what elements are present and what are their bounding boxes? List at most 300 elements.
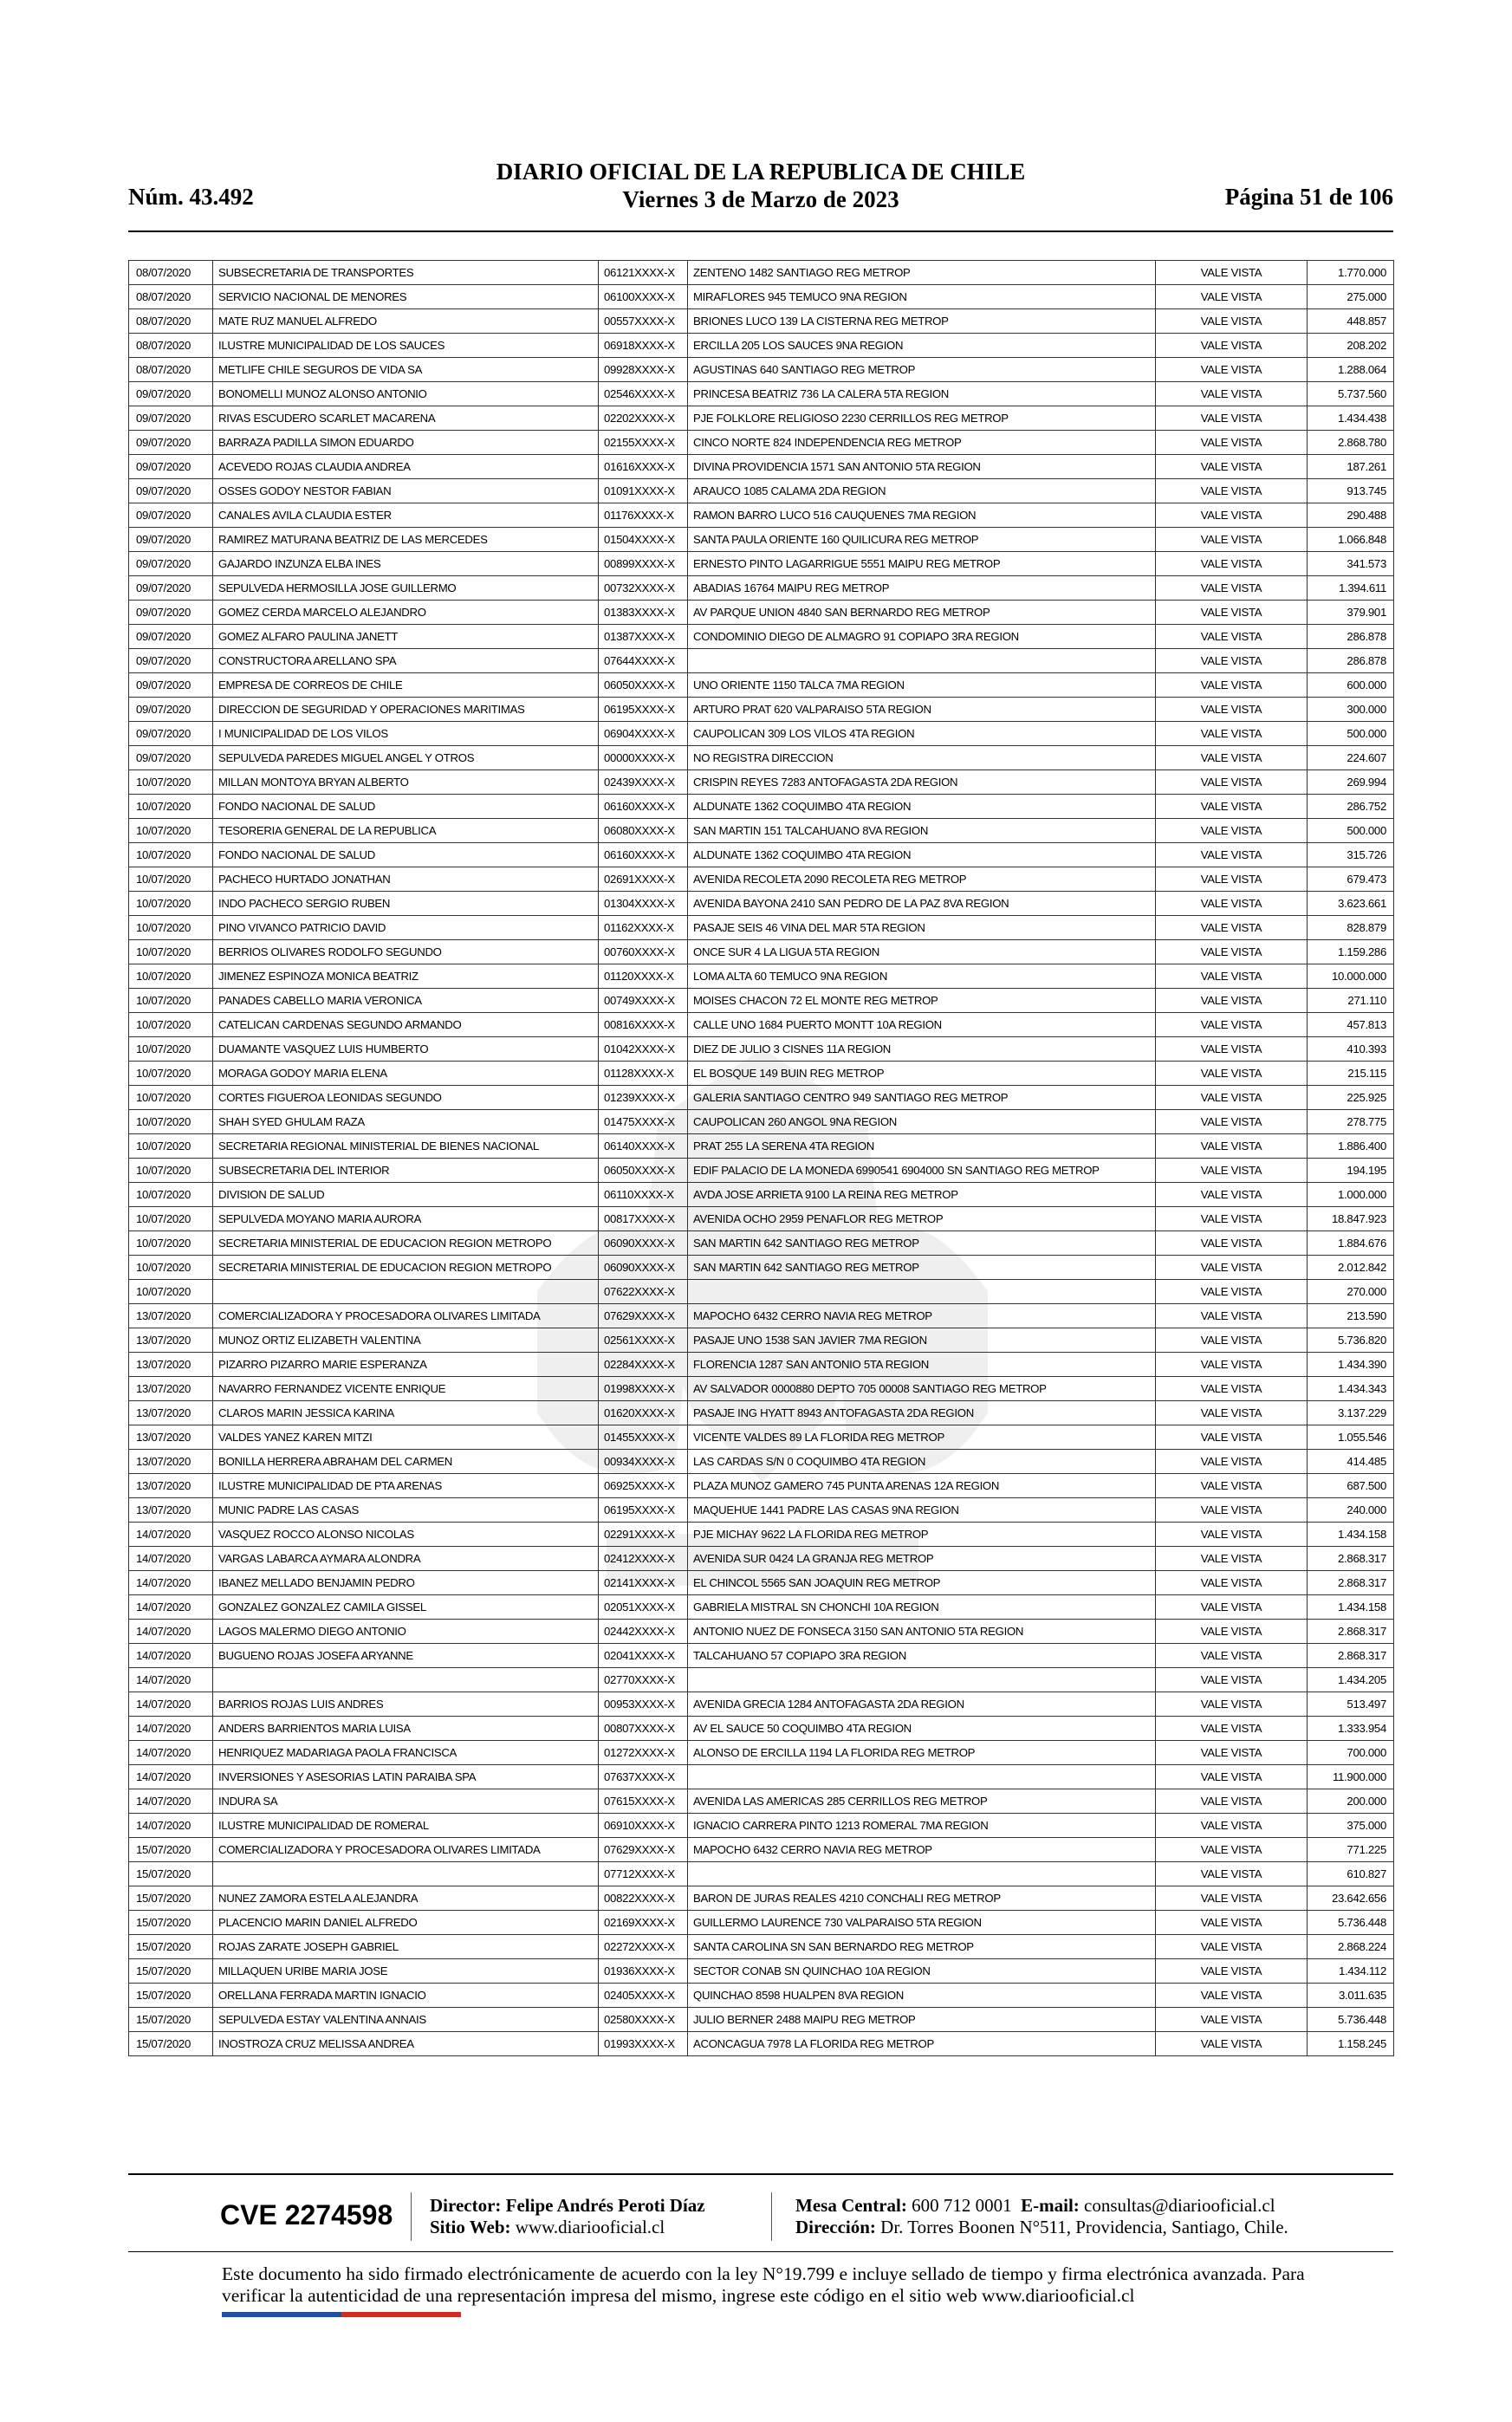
cell-date: 14/07/2020 xyxy=(129,1765,213,1789)
cell-payment-method: VALE VISTA xyxy=(1156,1353,1308,1377)
cell-address: ABADIAS 16764 MAIPU REG METROP xyxy=(688,576,1156,601)
cell-rut: 06910XXXX-X xyxy=(599,1814,688,1838)
cell-name: MILLAN MONTOYA BRYAN ALBERTO xyxy=(213,770,599,795)
table-row xyxy=(129,1425,1394,1450)
email-link[interactable]: consultas@diariooficial.cl xyxy=(1084,2195,1275,2216)
cell-amount: 1.159.286 xyxy=(1308,940,1394,964)
cell-rut: 02546XXXX-X xyxy=(599,382,688,406)
cell-address: GALERIA SANTIAGO CENTRO 949 SANTIAGO REG METROP xyxy=(688,1086,1156,1110)
cell-payment-method: VALE VISTA xyxy=(1156,673,1308,698)
cell-amount: 1.288.064 xyxy=(1308,358,1394,382)
cell-name: SECRETARIA REGIONAL MINISTERIAL DE BIENES NACIONAL xyxy=(213,1134,599,1159)
cell-date: 13/07/2020 xyxy=(129,1498,213,1523)
cell-address: DIEZ DE JULIO 3 CISNES 11A REGION xyxy=(688,1037,1156,1062)
table-row xyxy=(129,1717,1394,1741)
cell-address: ALDUNATE 1362 COQUIMBO 4TA REGION xyxy=(688,843,1156,867)
cell-rut: 00807XXXX-X xyxy=(599,1717,688,1741)
footer-rule-top xyxy=(128,2173,1393,2175)
table-row xyxy=(129,1256,1394,1280)
cell-name xyxy=(213,1280,599,1304)
cell-payment-method: VALE VISTA xyxy=(1156,334,1308,358)
cell-address xyxy=(688,1862,1156,1886)
cell-address: MAQUEHUE 1441 PADRE LAS CASAS 9NA REGION xyxy=(688,1498,1156,1523)
cell-payment-method: VALE VISTA xyxy=(1156,1498,1308,1523)
cell-name: GOMEZ CERDA MARCELO ALEJANDRO xyxy=(213,601,599,625)
masthead-date: Viernes 3 de Marzo de 2023 xyxy=(622,186,899,212)
footer-separator xyxy=(411,2192,412,2241)
cell-name: RAMIREZ MATURANA BEATRIZ DE LAS MERCEDES xyxy=(213,528,599,552)
cell-rut: 02291XXXX-X xyxy=(599,1523,688,1547)
cell-amount: 286.878 xyxy=(1308,649,1394,673)
cell-name: INDO PACHECO SERGIO RUBEN xyxy=(213,892,599,916)
cell-name: SECRETARIA MINISTERIAL DE EDUCACION REGION METROPO xyxy=(213,1256,599,1280)
cell-amount: 1.886.400 xyxy=(1308,1134,1394,1159)
table-row xyxy=(129,649,1394,673)
cell-address: PRAT 255 LA SERENA 4TA REGION xyxy=(688,1134,1156,1159)
cell-payment-method: VALE VISTA xyxy=(1156,1474,1308,1498)
table-row xyxy=(129,1523,1394,1547)
cell-amount: 457.813 xyxy=(1308,1013,1394,1037)
table-row xyxy=(129,1498,1394,1523)
cell-rut: 00899XXXX-X xyxy=(599,552,688,576)
cell-date: 10/07/2020 xyxy=(129,795,213,819)
cell-date: 14/07/2020 xyxy=(129,1620,213,1644)
table-row xyxy=(129,406,1394,431)
cell-payment-method: VALE VISTA xyxy=(1156,1304,1308,1328)
cell-payment-method: VALE VISTA xyxy=(1156,601,1308,625)
cell-amount: 286.878 xyxy=(1308,625,1394,649)
cell-address: DIVINA PROVIDENCIA 1571 SAN ANTONIO 5TA REGION xyxy=(688,455,1156,479)
chile-flag-stripe xyxy=(222,2312,461,2317)
cell-amount: 3.623.661 xyxy=(1308,892,1394,916)
cell-address: AV EL SAUCE 50 COQUIMBO 4TA REGION xyxy=(688,1717,1156,1741)
cell-rut: 01936XXXX-X xyxy=(599,1959,688,1984)
cell-date: 10/07/2020 xyxy=(129,819,213,843)
cell-name: INOSTROZA CRUZ MELISSA ANDREA xyxy=(213,2032,599,2056)
mesa-value: 600 712 0001 xyxy=(912,2195,1012,2216)
cell-rut: 02041XXXX-X xyxy=(599,1644,688,1668)
cell-rut: 02412XXXX-X xyxy=(599,1547,688,1571)
cell-name: BONILLA HERRERA ABRAHAM DEL CARMEN xyxy=(213,1450,599,1474)
cell-payment-method: VALE VISTA xyxy=(1156,1013,1308,1037)
cell-amount: 771.225 xyxy=(1308,1838,1394,1862)
cell-name: BUGUENO ROJAS JOSEFA ARYANNE xyxy=(213,1644,599,1668)
cell-amount: 1.434.438 xyxy=(1308,406,1394,431)
table-row xyxy=(129,528,1394,552)
director-name: Felipe Andrés Peroti Díaz xyxy=(505,2195,705,2216)
cell-address: PJE MICHAY 9622 LA FLORIDA REG METROP xyxy=(688,1523,1156,1547)
cell-name: BARRAZA PADILLA SIMON EDUARDO xyxy=(213,431,599,455)
cell-payment-method: VALE VISTA xyxy=(1156,1814,1308,1838)
cell-date: 10/07/2020 xyxy=(129,1256,213,1280)
footer-separator-2 xyxy=(771,2192,772,2241)
cell-amount: 2.868.317 xyxy=(1308,1644,1394,1668)
cell-payment-method: VALE VISTA xyxy=(1156,1547,1308,1571)
cell-payment-method: VALE VISTA xyxy=(1156,1886,1308,1911)
cell-address: SANTA CAROLINA SN SAN BERNARDO REG METROP xyxy=(688,1935,1156,1959)
header-rule xyxy=(128,231,1393,232)
cell-name: MATE RUZ MANUEL ALFREDO xyxy=(213,309,599,334)
cell-rut: 02405XXXX-X xyxy=(599,1984,688,2008)
cell-amount: 23.642.656 xyxy=(1308,1886,1394,1911)
cell-name: IBANEZ MELLADO BENJAMIN PEDRO xyxy=(213,1571,599,1595)
cell-address: SAN MARTIN 151 TALCAHUANO 8VA REGION xyxy=(688,819,1156,843)
cell-name: MUNIC PADRE LAS CASAS xyxy=(213,1498,599,1523)
cell-payment-method: VALE VISTA xyxy=(1156,1838,1308,1862)
cell-name: FONDO NACIONAL DE SALUD xyxy=(213,843,599,867)
cell-name: OSSES GODOY NESTOR FABIAN xyxy=(213,479,599,503)
cell-amount: 224.607 xyxy=(1308,746,1394,770)
cell-date: 13/07/2020 xyxy=(129,1474,213,1498)
cell-address: MOISES CHACON 72 EL MONTE REG METROP xyxy=(688,989,1156,1013)
cell-date: 09/07/2020 xyxy=(129,503,213,528)
cell-address: TALCAHUANO 57 COPIAPO 3RA REGION xyxy=(688,1644,1156,1668)
cell-date: 14/07/2020 xyxy=(129,1644,213,1668)
cell-name: CANALES AVILA CLAUDIA ESTER xyxy=(213,503,599,528)
mesa-label: Mesa Central: xyxy=(795,2195,907,2216)
cell-amount: 1.770.000 xyxy=(1308,261,1394,285)
cell-name: ILUSTRE MUNICIPALIDAD DE LOS SAUCES xyxy=(213,334,599,358)
cell-date: 10/07/2020 xyxy=(129,1110,213,1134)
cell-amount: 1.434.158 xyxy=(1308,1595,1394,1620)
cell-payment-method: VALE VISTA xyxy=(1156,916,1308,940)
cell-amount: 375.000 xyxy=(1308,1814,1394,1838)
cell-name: BONOMELLI MUNOZ ALONSO ANTONIO xyxy=(213,382,599,406)
cell-date: 15/07/2020 xyxy=(129,2008,213,2032)
cell-date: 14/07/2020 xyxy=(129,1668,213,1692)
cell-address: BRIONES LUCO 139 LA CISTERNA REG METROP xyxy=(688,309,1156,334)
cell-address: PASAJE SEIS 46 VINA DEL MAR 5TA REGION xyxy=(688,916,1156,940)
cell-amount: 1.000.000 xyxy=(1308,1183,1394,1207)
cell-payment-method: VALE VISTA xyxy=(1156,649,1308,673)
cell-payment-method: VALE VISTA xyxy=(1156,1789,1308,1814)
table-row xyxy=(129,722,1394,746)
cell-amount: 1.394.611 xyxy=(1308,576,1394,601)
cell-rut: 06140XXXX-X xyxy=(599,1134,688,1159)
cell-date: 08/07/2020 xyxy=(129,358,213,382)
cell-amount: 270.000 xyxy=(1308,1280,1394,1304)
cell-rut: 00817XXXX-X xyxy=(599,1207,688,1231)
cell-amount: 240.000 xyxy=(1308,1498,1394,1523)
cell-rut: 06121XXXX-X xyxy=(599,261,688,285)
cell-amount: 700.000 xyxy=(1308,1741,1394,1765)
cell-address: RAMON BARRO LUCO 516 CAUQUENES 7MA REGION xyxy=(688,503,1156,528)
cell-rut: 06918XXXX-X xyxy=(599,334,688,358)
cell-payment-method: VALE VISTA xyxy=(1156,1571,1308,1595)
cell-amount: 1.434.343 xyxy=(1308,1377,1394,1401)
cell-amount: 2.868.224 xyxy=(1308,1935,1394,1959)
cell-payment-method: VALE VISTA xyxy=(1156,261,1308,285)
cell-date: 08/07/2020 xyxy=(129,334,213,358)
cell-amount: 410.393 xyxy=(1308,1037,1394,1062)
table-row xyxy=(129,1984,1394,2008)
cell-rut: 01998XXXX-X xyxy=(599,1377,688,1401)
cell-date: 10/07/2020 xyxy=(129,892,213,916)
payments-table xyxy=(128,260,1394,2056)
cell-name: SHAH SYED GHULAM RAZA xyxy=(213,1110,599,1134)
cell-name: CORTES FIGUEROA LEONIDAS SEGUNDO xyxy=(213,1086,599,1110)
cell-date: 10/07/2020 xyxy=(129,989,213,1013)
cell-address: CAUPOLICAN 309 LOS VILOS 4TA REGION xyxy=(688,722,1156,746)
cell-rut: 00953XXXX-X xyxy=(599,1692,688,1717)
table-row xyxy=(129,552,1394,576)
cell-address: SAN MARTIN 642 SANTIAGO REG METROP xyxy=(688,1256,1156,1280)
cell-rut: 02439XXXX-X xyxy=(599,770,688,795)
table-row xyxy=(129,382,1394,406)
cell-rut: 01091XXXX-X xyxy=(599,479,688,503)
cell-rut: 00816XXXX-X xyxy=(599,1013,688,1037)
cell-amount: 2.868.317 xyxy=(1308,1620,1394,1644)
table-row xyxy=(129,1353,1394,1377)
cell-name: CLAROS MARIN JESSICA KARINA xyxy=(213,1401,599,1425)
cell-address: UNO ORIENTE 1150 TALCA 7MA REGION xyxy=(688,673,1156,698)
cell-payment-method: VALE VISTA xyxy=(1156,1620,1308,1644)
cell-amount: 3.137.229 xyxy=(1308,1401,1394,1425)
cell-address: CAUPOLICAN 260 ANGOL 9NA REGION xyxy=(688,1110,1156,1134)
cell-date: 09/07/2020 xyxy=(129,698,213,722)
cell-date: 10/07/2020 xyxy=(129,916,213,940)
cell-payment-method: VALE VISTA xyxy=(1156,1062,1308,1086)
table-row xyxy=(129,285,1394,309)
cell-payment-method: VALE VISTA xyxy=(1156,698,1308,722)
cell-rut: 06080XXXX-X xyxy=(599,819,688,843)
cell-amount: 341.573 xyxy=(1308,552,1394,576)
cell-name: MUNOZ ORTIZ ELIZABETH VALENTINA xyxy=(213,1328,599,1353)
cell-address: CINCO NORTE 824 INDEPENDENCIA REG METROP xyxy=(688,431,1156,455)
cell-date: 10/07/2020 xyxy=(129,867,213,892)
cell-rut: 02284XXXX-X xyxy=(599,1353,688,1377)
cell-address: PJE FOLKLORE RELIGIOSO 2230 CERRILLOS REG METROP xyxy=(688,406,1156,431)
cell-rut: 01176XXXX-X xyxy=(599,503,688,528)
cell-date: 10/07/2020 xyxy=(129,1280,213,1304)
cell-address: ALDUNATE 1362 COQUIMBO 4TA REGION xyxy=(688,795,1156,819)
cell-rut: 07629XXXX-X xyxy=(599,1838,688,1862)
cell-rut: 01128XXXX-X xyxy=(599,1062,688,1086)
cell-date: 10/07/2020 xyxy=(129,843,213,867)
table-row xyxy=(129,867,1394,892)
cell-amount: 513.497 xyxy=(1308,1692,1394,1717)
cell-date: 10/07/2020 xyxy=(129,1062,213,1086)
cell-date: 10/07/2020 xyxy=(129,964,213,989)
cell-payment-method: VALE VISTA xyxy=(1156,843,1308,867)
cell-amount: 200.000 xyxy=(1308,1789,1394,1814)
cell-address: ANTONIO NUEZ DE FONSECA 3150 SAN ANTONIO 5TA REGION xyxy=(688,1620,1156,1644)
cell-name: SUBSECRETARIA DEL INTERIOR xyxy=(213,1159,599,1183)
cell-payment-method: VALE VISTA xyxy=(1156,1280,1308,1304)
cell-name: CONSTRUCTORA ARELLANO SPA xyxy=(213,649,599,673)
cell-address: ONCE SUR 4 LA LIGUA 5TA REGION xyxy=(688,940,1156,964)
table-row xyxy=(129,1013,1394,1037)
cell-rut: 01504XXXX-X xyxy=(599,528,688,552)
cell-date: 10/07/2020 xyxy=(129,1183,213,1207)
cell-address: MAPOCHO 6432 CERRO NAVIA REG METROP xyxy=(688,1304,1156,1328)
cell-address: ERNESTO PINTO LAGARRIGUE 5551 MAIPU REG METROP xyxy=(688,552,1156,576)
cell-amount: 1.158.245 xyxy=(1308,2032,1394,2056)
cell-payment-method: VALE VISTA xyxy=(1156,964,1308,989)
cell-name: ROJAS ZARATE JOSEPH GABRIEL xyxy=(213,1935,599,1959)
cell-address: EL CHINCOL 5565 SAN JOAQUIN REG METROP xyxy=(688,1571,1156,1595)
cell-address: SECTOR CONAB SN QUINCHAO 10A REGION xyxy=(688,1959,1156,1984)
cell-date: 14/07/2020 xyxy=(129,1595,213,1620)
footer-contact-block xyxy=(795,2195,1288,2238)
cell-date: 08/07/2020 xyxy=(129,285,213,309)
cell-address: PASAJE UNO 1538 SAN JAVIER 7MA REGION xyxy=(688,1328,1156,1353)
cell-payment-method: VALE VISTA xyxy=(1156,552,1308,576)
cell-address: EL BOSQUE 149 BUIN REG METROP xyxy=(688,1062,1156,1086)
cell-amount: 5.736.820 xyxy=(1308,1328,1394,1353)
cell-date: 09/07/2020 xyxy=(129,528,213,552)
cell-payment-method: VALE VISTA xyxy=(1156,819,1308,843)
table-row xyxy=(129,1231,1394,1256)
cell-address: PLAZA MUNOZ GAMERO 745 PUNTA ARENAS 12A REGION xyxy=(688,1474,1156,1498)
cell-name: ANDERS BARRIENTOS MARIA LUISA xyxy=(213,1717,599,1741)
cell-amount: 208.202 xyxy=(1308,334,1394,358)
cell-payment-method: VALE VISTA xyxy=(1156,1984,1308,2008)
table-row xyxy=(129,1110,1394,1134)
cell-address: JULIO BERNER 2488 MAIPU REG METROP xyxy=(688,2008,1156,2032)
cell-name: METLIFE CHILE SEGUROS DE VIDA SA xyxy=(213,358,599,382)
table-row xyxy=(129,673,1394,698)
cell-date: 08/07/2020 xyxy=(129,261,213,285)
cell-name: DUAMANTE VASQUEZ LUIS HUMBERTO xyxy=(213,1037,599,1062)
cell-rut: 06160XXXX-X xyxy=(599,795,688,819)
cell-amount: 300.000 xyxy=(1308,698,1394,722)
cell-date: 09/07/2020 xyxy=(129,431,213,455)
cell-amount: 2.868.780 xyxy=(1308,431,1394,455)
cell-rut: 06050XXXX-X xyxy=(599,673,688,698)
cell-name: COMERCIALIZADORA Y PROCESADORA OLIVARES LIMITADA xyxy=(213,1838,599,1862)
cell-rut: 00760XXXX-X xyxy=(599,940,688,964)
cell-name: SERVICIO NACIONAL DE MENORES xyxy=(213,285,599,309)
cell-amount: 11.900.000 xyxy=(1308,1765,1394,1789)
cell-name: ILUSTRE MUNICIPALIDAD DE ROMERAL xyxy=(213,1814,599,1838)
cell-payment-method: VALE VISTA xyxy=(1156,528,1308,552)
table-row xyxy=(129,698,1394,722)
table-row xyxy=(129,1086,1394,1110)
cell-date: 14/07/2020 xyxy=(129,1789,213,1814)
cell-name: COMERCIALIZADORA Y PROCESADORA OLIVARES LIMITADA xyxy=(213,1304,599,1328)
cell-address: SAN MARTIN 642 SANTIAGO REG METROP xyxy=(688,1231,1156,1256)
cell-amount: 10.000.000 xyxy=(1308,964,1394,989)
cell-date: 09/07/2020 xyxy=(129,576,213,601)
table-row xyxy=(129,746,1394,770)
cell-amount: 2.868.317 xyxy=(1308,1547,1394,1571)
cell-address: AVENIDA LAS AMERICAS 285 CERRILLOS REG METROP xyxy=(688,1789,1156,1814)
cell-date: 14/07/2020 xyxy=(129,1814,213,1838)
cell-payment-method: VALE VISTA xyxy=(1156,1159,1308,1183)
table-row xyxy=(129,1862,1394,1886)
table-row xyxy=(129,1377,1394,1401)
cell-amount: 315.726 xyxy=(1308,843,1394,867)
cell-rut: 01455XXXX-X xyxy=(599,1425,688,1450)
cell-payment-method: VALE VISTA xyxy=(1156,503,1308,528)
cell-date: 09/07/2020 xyxy=(129,673,213,698)
table-row xyxy=(129,1062,1394,1086)
cell-payment-method: VALE VISTA xyxy=(1156,1959,1308,1984)
cell-payment-method: VALE VISTA xyxy=(1156,309,1308,334)
cell-rut: 06110XXXX-X xyxy=(599,1183,688,1207)
cell-rut: 07637XXXX-X xyxy=(599,1765,688,1789)
cell-name: PLACENCIO MARIN DANIEL ALFREDO xyxy=(213,1911,599,1935)
cell-amount: 1.434.390 xyxy=(1308,1353,1394,1377)
cell-payment-method: VALE VISTA xyxy=(1156,989,1308,1013)
table-row xyxy=(129,1959,1394,1984)
cell-payment-method: VALE VISTA xyxy=(1156,625,1308,649)
cell-address: MIRAFLORES 945 TEMUCO 9NA REGION xyxy=(688,285,1156,309)
cell-address: ZENTENO 1482 SANTIAGO REG METROP xyxy=(688,261,1156,285)
cell-date: 09/07/2020 xyxy=(129,601,213,625)
cell-amount: 275.000 xyxy=(1308,285,1394,309)
table-row xyxy=(129,1620,1394,1644)
cell-payment-method: VALE VISTA xyxy=(1156,1862,1308,1886)
web-link[interactable]: www.diariooficial.cl xyxy=(515,2217,665,2237)
cell-amount: 1.434.112 xyxy=(1308,1959,1394,1984)
cell-name: PIZARRO PIZARRO MARIE ESPERANZA xyxy=(213,1353,599,1377)
cell-payment-method: VALE VISTA xyxy=(1156,1644,1308,1668)
cell-payment-method: VALE VISTA xyxy=(1156,1765,1308,1789)
cell-name: INVERSIONES Y ASESORIAS LATIN PARAIBA SPA xyxy=(213,1765,599,1789)
cell-payment-method: VALE VISTA xyxy=(1156,1377,1308,1401)
cell-date: 14/07/2020 xyxy=(129,1741,213,1765)
cell-name: I MUNICIPALIDAD DE LOS VILOS xyxy=(213,722,599,746)
table-row xyxy=(129,1159,1394,1183)
cell-rut: 02155XXXX-X xyxy=(599,431,688,455)
cell-address: ALONSO DE ERCILLA 1194 LA FLORIDA REG METROP xyxy=(688,1741,1156,1765)
cell-rut: 02561XXXX-X xyxy=(599,1328,688,1353)
cell-payment-method: VALE VISTA xyxy=(1156,1425,1308,1450)
cell-address: IGNACIO CARRERA PINTO 1213 ROMERAL 7MA REGION xyxy=(688,1814,1156,1838)
cell-name: CATELICAN CARDENAS SEGUNDO ARMANDO xyxy=(213,1013,599,1037)
table-row xyxy=(129,503,1394,528)
cell-rut: 07712XXXX-X xyxy=(599,1862,688,1886)
cell-rut: 01993XXXX-X xyxy=(599,2032,688,2056)
cell-date: 13/07/2020 xyxy=(129,1328,213,1353)
cell-date: 15/07/2020 xyxy=(129,2032,213,2056)
cell-name: SEPULVEDA PAREDES MIGUEL ANGEL Y OTROS xyxy=(213,746,599,770)
table-row xyxy=(129,2008,1394,2032)
cell-name: FONDO NACIONAL DE SALUD xyxy=(213,795,599,819)
cell-date: 10/07/2020 xyxy=(129,1207,213,1231)
cell-rut: 02202XXXX-X xyxy=(599,406,688,431)
table-row xyxy=(129,431,1394,455)
table-row xyxy=(129,989,1394,1013)
table-row xyxy=(129,1207,1394,1231)
table-row xyxy=(129,1037,1394,1062)
cell-amount: 215.115 xyxy=(1308,1062,1394,1086)
cell-payment-method: VALE VISTA xyxy=(1156,940,1308,964)
cell-amount: 500.000 xyxy=(1308,819,1394,843)
cell-amount: 913.745 xyxy=(1308,479,1394,503)
cell-name: INDURA SA xyxy=(213,1789,599,1814)
cell-amount: 1.434.158 xyxy=(1308,1523,1394,1547)
cell-address: LAS CARDAS S/N 0 COQUIMBO 4TA REGION xyxy=(688,1450,1156,1474)
table-row xyxy=(129,1304,1394,1328)
table-row xyxy=(129,1814,1394,1838)
table-row xyxy=(129,916,1394,940)
cell-date: 15/07/2020 xyxy=(129,1911,213,1935)
cell-name: PINO VIVANCO PATRICIO DAVID xyxy=(213,916,599,940)
cell-address: BARON DE JURAS REALES 4210 CONCHALI REG METROP xyxy=(688,1886,1156,1911)
cell-rut: 00934XXXX-X xyxy=(599,1450,688,1474)
cell-date: 13/07/2020 xyxy=(129,1401,213,1425)
cell-address: GUILLERMO LAURENCE 730 VALPARAISO 5TA REGION xyxy=(688,1911,1156,1935)
cell-rut: 01042XXXX-X xyxy=(599,1037,688,1062)
table-row xyxy=(129,1328,1394,1353)
table-row xyxy=(129,309,1394,334)
cell-name: PANADES CABELLO MARIA VERONICA xyxy=(213,989,599,1013)
cell-address: CRISPIN REYES 7283 ANTOFAGASTA 2DA REGION xyxy=(688,770,1156,795)
cell-date: 10/07/2020 xyxy=(129,770,213,795)
